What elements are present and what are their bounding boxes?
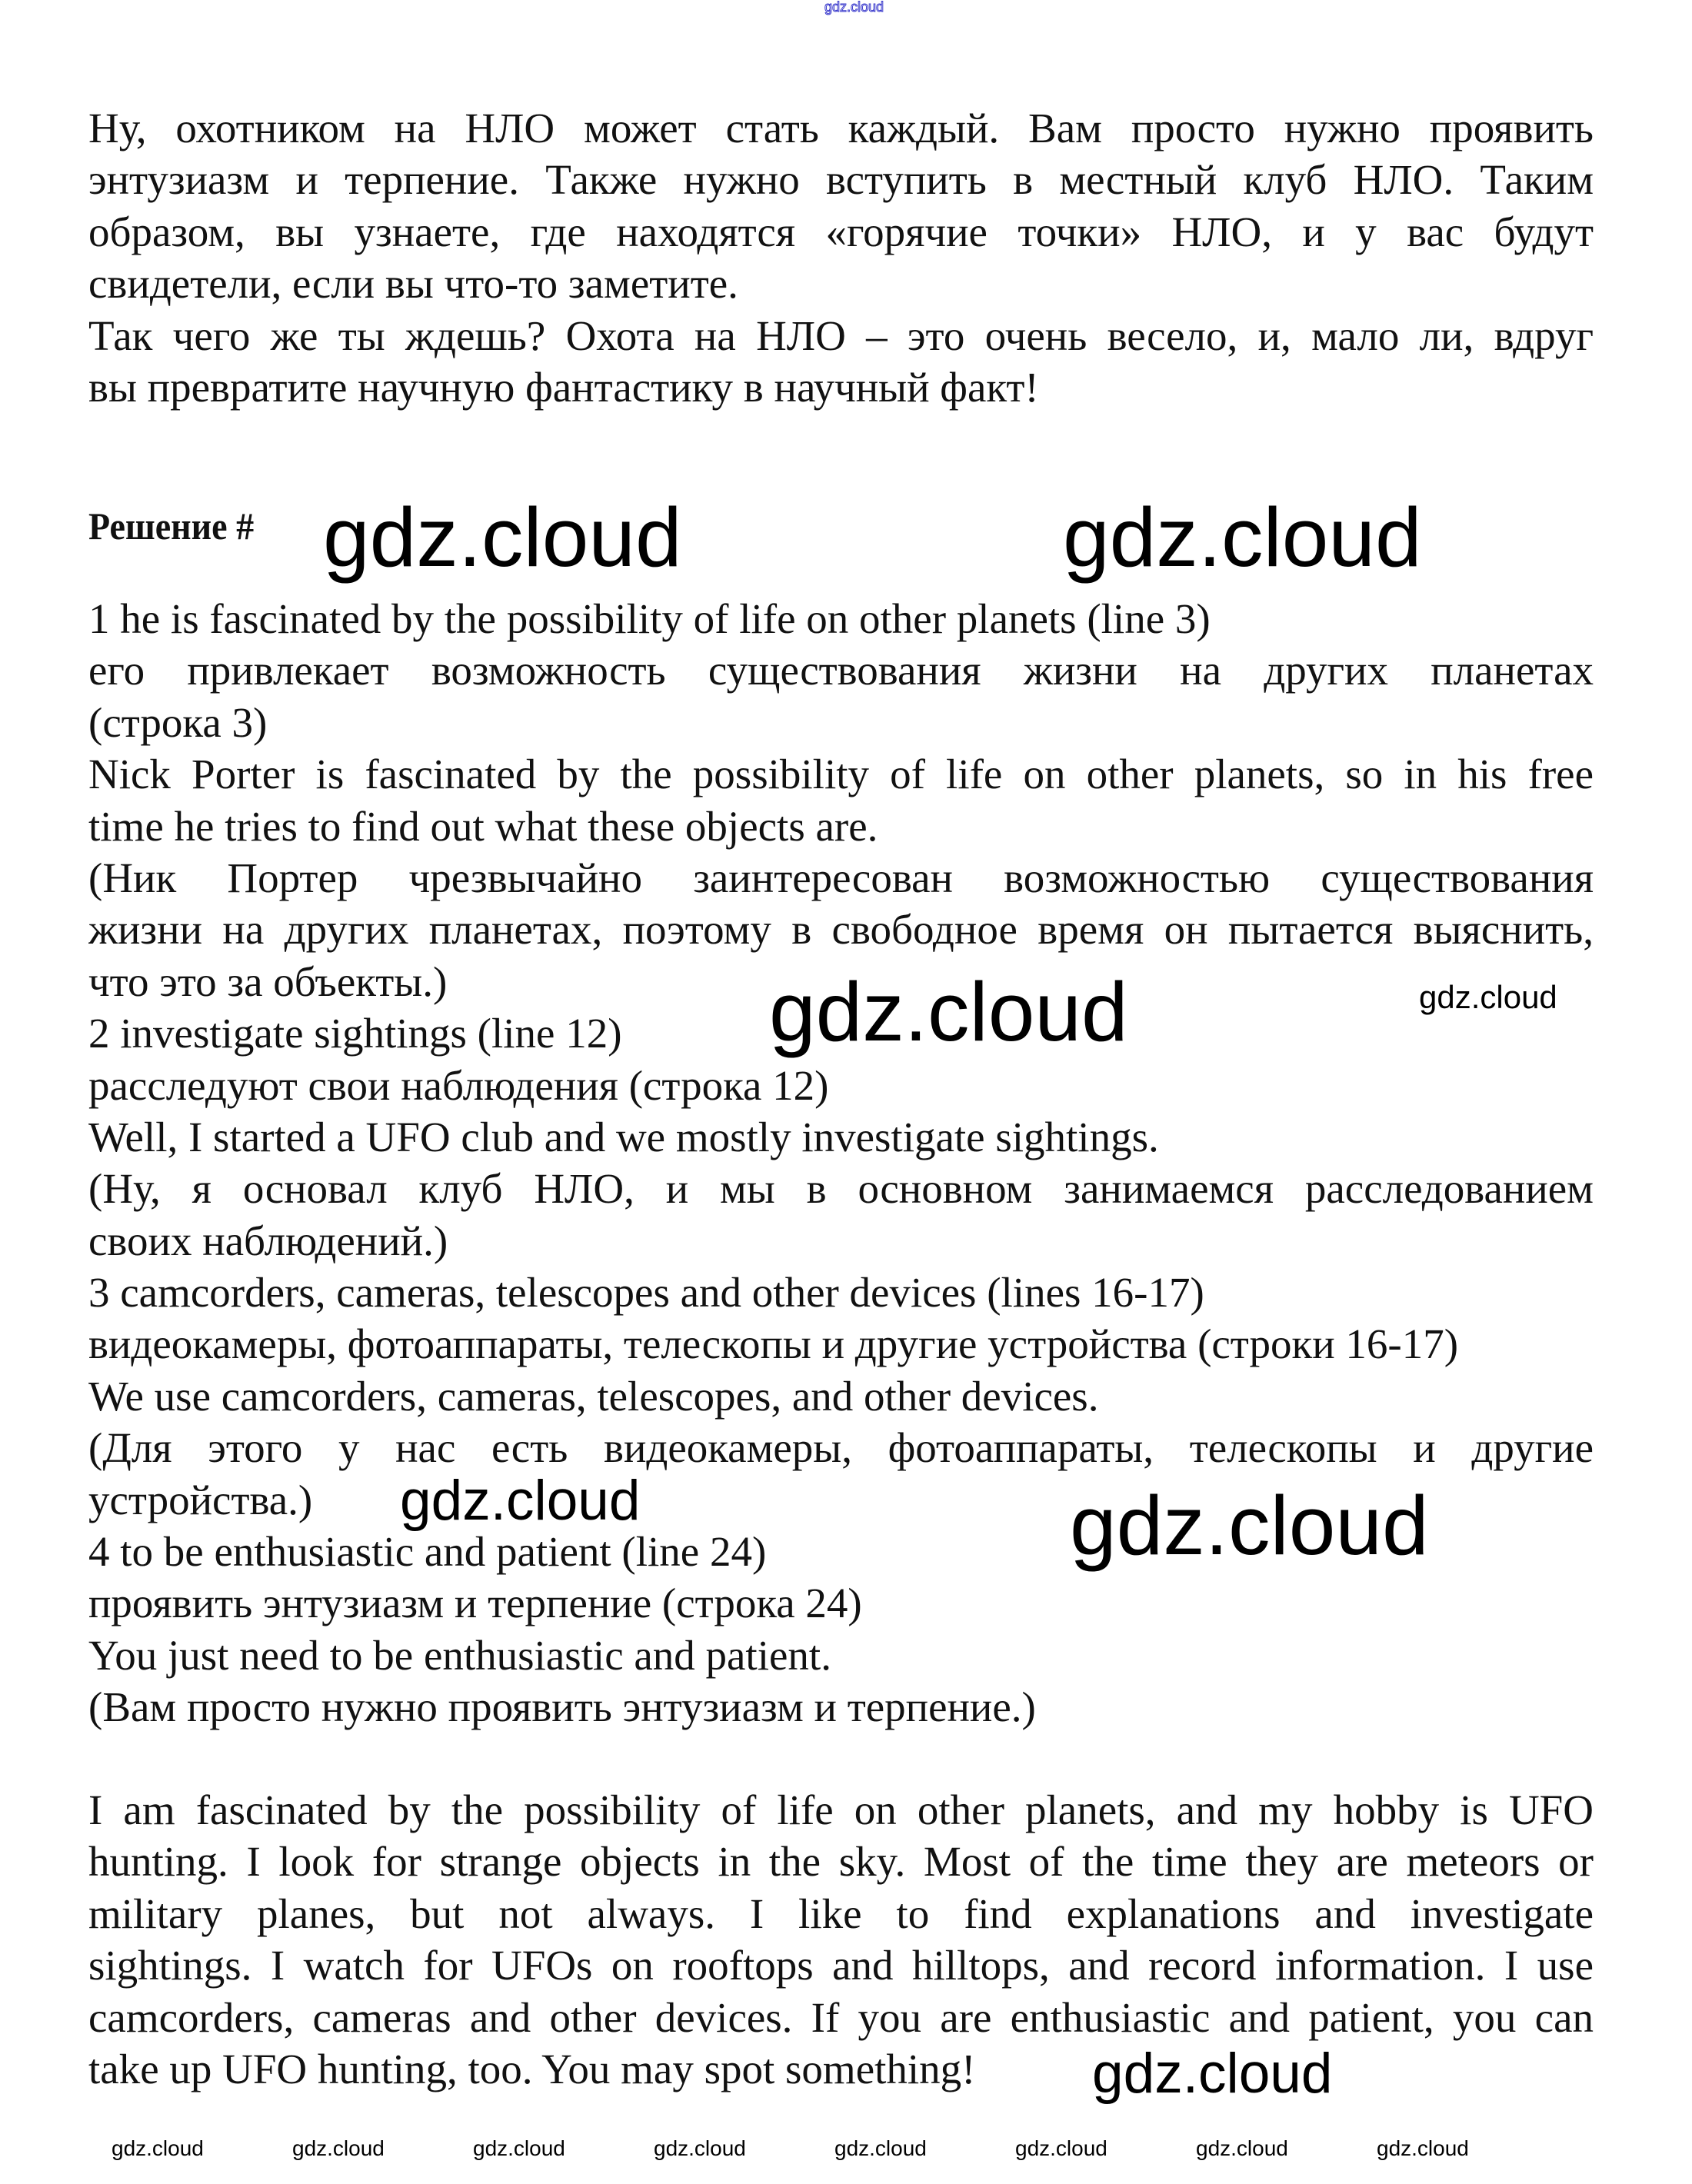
text-line: своих наблюдений.)	[88, 1217, 448, 1264]
text-line: образом, вы узнаете, где находятся «горячие точки» НЛО, и у вас будут	[88, 208, 1594, 255]
text-line: camcorders, cameras and other devices. If you are enthusiastic and patient, you can	[88, 1993, 1594, 2041]
text-line: Так чего же ты ждешь? Охота на НЛО – это очень весело, и, мало ли, вдруг	[88, 311, 1594, 359]
watermark: gdz.cloud	[1419, 979, 1557, 1015]
watermark: gdz.cloud	[1092, 2043, 1333, 2105]
watermark: gdz.cloud	[1063, 491, 1422, 584]
text-line: устройства.)	[88, 1476, 313, 1523]
watermark: gdz.cloud	[473, 2136, 565, 2160]
text-line: hunting. I look for strange objects in the sky. Most of the time they are meteors or	[88, 1838, 1594, 1886]
text-line: Well, I started a UFO club and we mostly investigate sightings.	[88, 1113, 1159, 1160]
solution-heading: Решение #	[88, 504, 255, 548]
watermark-top: gdz.cloud	[824, 0, 884, 15]
watermark: gdz.cloud	[112, 2136, 204, 2160]
text-line: time he tries to find out what these objects are.	[88, 802, 878, 850]
intro-paragraph	[88, 102, 1594, 413]
watermark: gdz.cloud	[1070, 1479, 1429, 1573]
text-line: 4 to be enthusiastic and patient (line 24)	[88, 1528, 767, 1576]
text-line: проявить энтузиазм и терпение (строка 24)	[88, 1580, 862, 1627]
text-line: (Ну, я основал клуб НЛО, и мы в основном занимаемся расследованием	[88, 1165, 1594, 1213]
text-line: I am fascinated by the possibility of life on other planets, and my hobby is UFO	[88, 1786, 1594, 1833]
text-line: sightings. I watch for UFOs on rooftops and hilltops, and record information. I use	[88, 1942, 1594, 1989]
summary-paragraph	[88, 1784, 1594, 2095]
text-line: энтузиазм и терпение. Также нужно вступить в местный клуб НЛО. Таким	[88, 156, 1594, 204]
text-line: его привлекает возможность существования жизни на других планетах	[88, 647, 1594, 694]
watermark: gdz.cloud	[1196, 2136, 1288, 2160]
text-line: 1 he is fascinated by the possibility of life on other planets (line 3)	[88, 595, 1211, 642]
text-line: 3 camcorders, cameras, telescopes and other devices (lines 16-17)	[88, 1269, 1204, 1317]
text-line: You just need to be enthusiastic and patient.	[88, 1631, 831, 1679]
watermark: gdz.cloud	[1377, 2136, 1469, 2160]
text-line: расследуют свои наблюдения (строка 12)	[88, 1061, 829, 1109]
watermark: gdz.cloud	[323, 491, 682, 584]
text-line: Ну, охотником на НЛО может стать каждый. Вам просто нужно проявить	[88, 105, 1594, 151]
watermark: gdz.cloud	[400, 1470, 641, 1532]
text-line: 2 investigate sightings (line 12)	[88, 1010, 622, 1057]
text-line: что это за объекты.)	[88, 957, 448, 1005]
text-line: (Вам просто нужно проявить энтузиазм и терпение.)	[88, 1683, 1036, 1731]
text-line: видеокамеры, фотоаппараты, телескопы и другие устройства (строки 16-17)	[88, 1320, 1459, 1368]
text-line: (Для этого у нас есть видеокамеры, фотоаппараты, телескопы и другие	[88, 1424, 1594, 1472]
watermark: gdz.cloud	[292, 2136, 385, 2160]
text-line: (Ник Портер чрезвычайно заинтересован возможностью существования	[88, 854, 1594, 901]
text-line: We use camcorders, cameras, telescopes, and other devices.	[88, 1372, 1099, 1420]
watermark: gdz.cloud	[834, 2136, 927, 2160]
watermark: gdz.cloud	[769, 965, 1128, 1059]
text-line: жизни на других планетах, поэтому в свободное время он пытается выяснить,	[88, 906, 1594, 954]
text-line: свидетели, если вы что-то заметите.	[88, 260, 738, 308]
watermark: gdz.cloud	[654, 2136, 746, 2160]
text-line: take up UFO hunting, too. You may spot something!	[88, 2045, 976, 2092]
text-line: military planes, but not always. I like to find explanations and investigate	[88, 1889, 1594, 1937]
text-line: Nick Porter is fascinated by the possibility of life on other planets, so in his free	[88, 751, 1594, 798]
text-line: (строка 3)	[88, 698, 268, 746]
watermark: gdz.cloud	[1015, 2136, 1107, 2160]
text-line: вы превратите научную фантастику в научный факт!	[88, 363, 1039, 411]
